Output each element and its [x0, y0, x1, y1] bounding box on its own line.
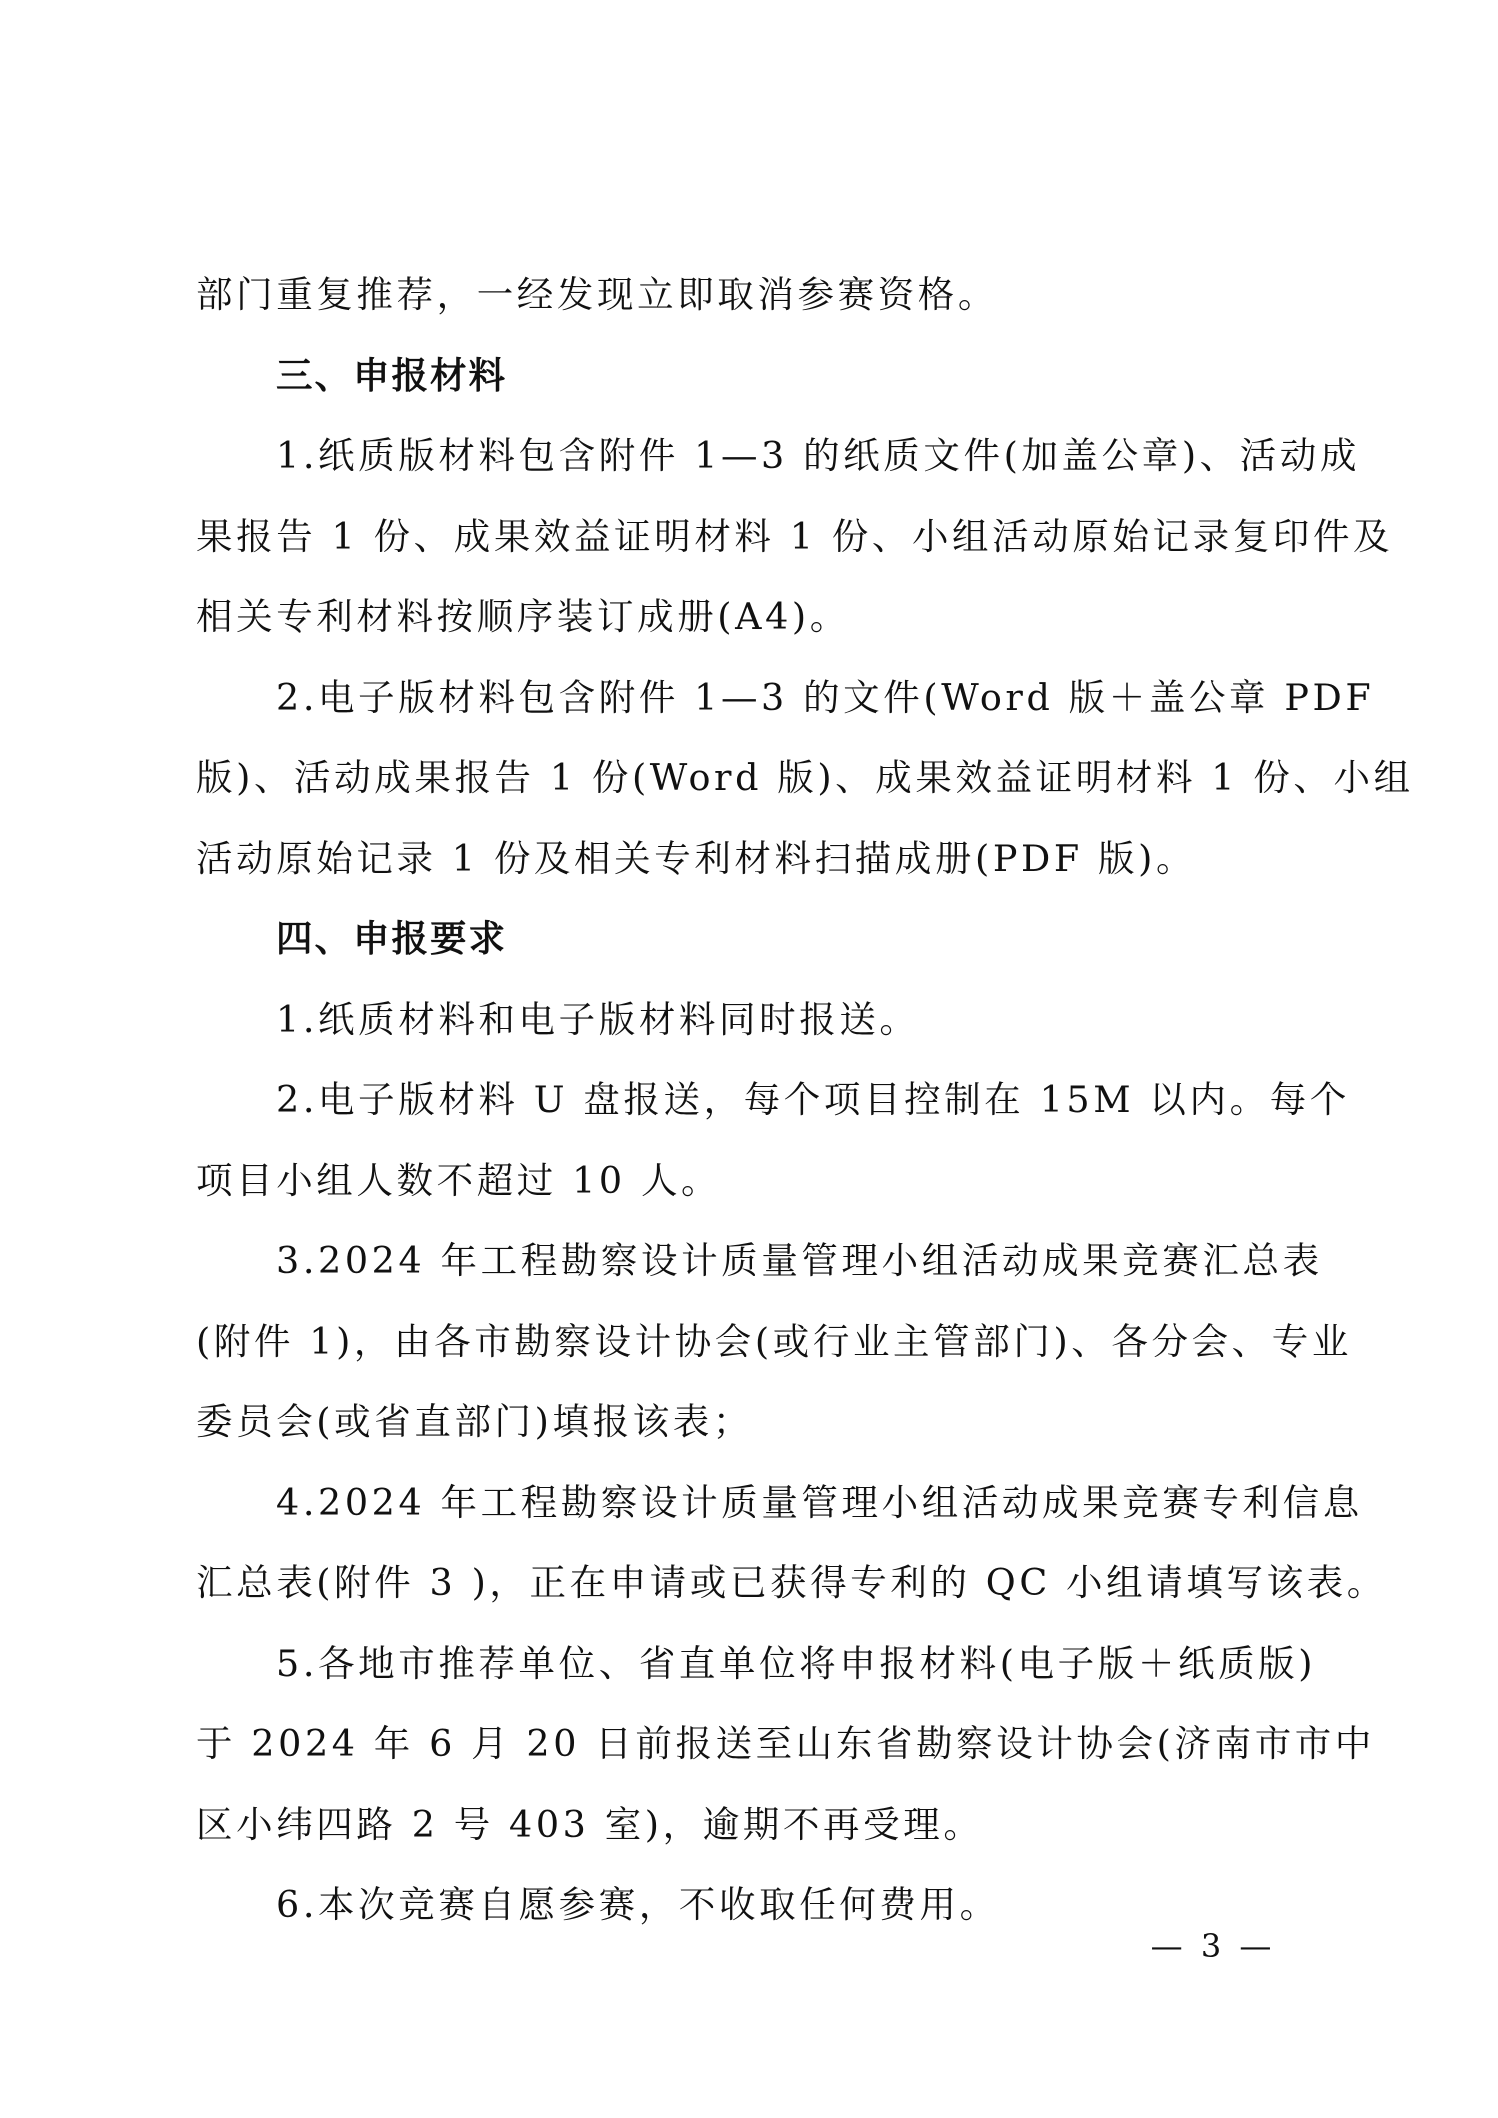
paragraph-line: 活动原始记录 1 份及相关专利材料扫描成册(PDF 版)。: [196, 836, 1197, 880]
paragraph-line: 相关专利材料按顺序装订成册(A4)。: [196, 595, 850, 638]
page-number: — 3 —: [1150, 1927, 1276, 1965]
paragraph-line: 项目小组人数不超过 10 人。: [196, 1158, 722, 1202]
paragraph-line: 委员会(或省直部门)填报该表；: [196, 1400, 753, 1443]
paragraph-line: (附件 1)，由各市勘察设计协会(或行业主管部门)、各分会、专业: [196, 1319, 1352, 1363]
paragraph-line: 2.电子版材料包含附件 1—3 的文件(Word 版＋盖公章 PDF: [276, 675, 1375, 719]
paragraph-line: 1.纸质材料和电子版材料同时报送。: [276, 997, 920, 1041]
section-heading-application-requirements: 四、申报要求: [276, 917, 507, 960]
document-body: [196, 255, 1414, 1946]
paragraph-line: 果报告 1 份、成果效益证明材料 1 份、小组活动原始记录复印件及: [196, 514, 1394, 558]
paragraph-line: 4.2024 年工程勘察设计质量管理小组活动成果竞赛专利信息: [276, 1480, 1363, 1524]
paragraph-line: 汇总表(附件 3 )，正在申请或已获得专利的 QC 小组请填写该表。: [196, 1561, 1387, 1604]
paragraph-line: 6.本次竞赛自愿参赛，不收取任何费用。: [276, 1883, 1000, 1926]
paragraph-line: 版)、活动成果报告 1 份(Word 版)、成果效益证明材料 1 份、小组: [196, 756, 1414, 799]
section-heading-application-materials: 三、申报材料: [276, 353, 507, 397]
paragraph-continuation-line: 部门重复推荐，一经发现立即取消参赛资格。: [196, 273, 998, 316]
paragraph-line: 2.电子版材料 U 盘报送，每个项目控制在 15M 以内。每个: [276, 1078, 1350, 1121]
paragraph-line: 于 2024 年 6 月 20 日前报送至山东省勘察设计协会(济南市市中: [196, 1722, 1376, 1765]
paragraph-line: 1.纸质版材料包含附件 1—3 的纸质文件(加盖公章)、活动成: [276, 434, 1361, 477]
paragraph-line: 区小纬四路 2 号 403 室)，逾期不再受理。: [196, 1802, 984, 1846]
paragraph-line: 3.2024 年工程勘察设计质量管理小组活动成果竞赛汇总表: [276, 1239, 1323, 1282]
paragraph-line: 5.各地市推荐单位、省直单位将申报材料(电子版＋纸质版): [276, 1641, 1317, 1685]
